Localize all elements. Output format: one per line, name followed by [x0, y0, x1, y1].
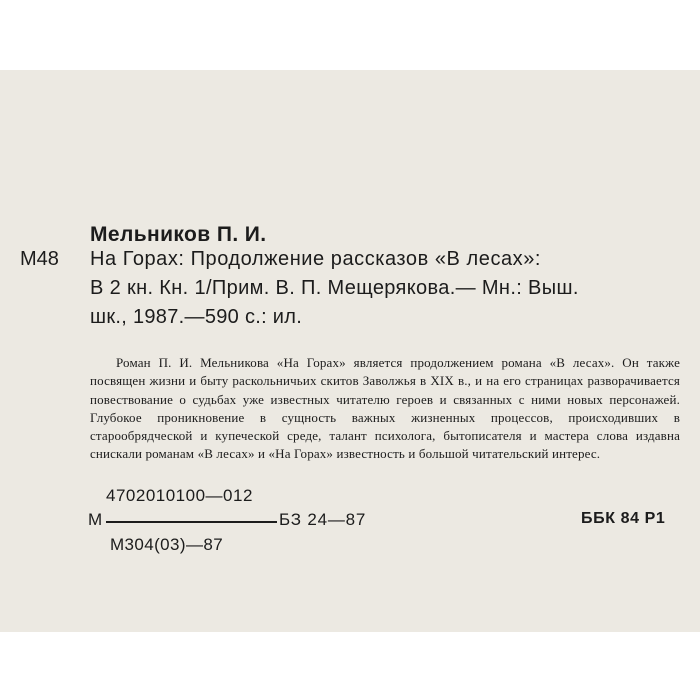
bibliographic-line-1: На Горах: Продолжение рассказов «В лесах»: — [90, 248, 541, 270]
fraction-numerator: 4702010100—012 — [106, 486, 253, 505]
abstract-paragraph: Роман П. И. Мельникова «На Горах» является продолжением романа «В лесах». Он также посвящен жизни и быту раскольничьих скитов Заволжья в XIX в., и на его страницах разворачивается повествование о судьбах уже известных читателю героев и связанных с ними новых персонажей. Глубокое проникновение в сущность важных жизненных процессов, происходивших в старообрядческой и купеческой среде, талант психолога, бытописателя и мастера слова издавна снискали романам «В лесах» и «На Горах» известность и большой читательский интерес. — [90, 355, 680, 462]
classification-code: М48 — [20, 248, 59, 270]
bibliographic-line-2: В 2 кн. Кн. 1/Прим. В. П. Мещерякова.— Мн.: Выш. — [90, 277, 579, 299]
fraction-prefix: М — [88, 510, 103, 529]
author-name: Мельников П. И. — [90, 223, 267, 246]
fraction-line — [106, 521, 277, 523]
order-code: БЗ 24—87 — [279, 510, 367, 529]
fraction-denominator: М304(03)—87 — [110, 535, 224, 554]
bbk-code: ББК 84 Р1 — [581, 510, 666, 527]
catalog-card-page — [0, 70, 700, 632]
bibliographic-line-3: шк., 1987.—590 с.: ил. — [90, 306, 303, 328]
